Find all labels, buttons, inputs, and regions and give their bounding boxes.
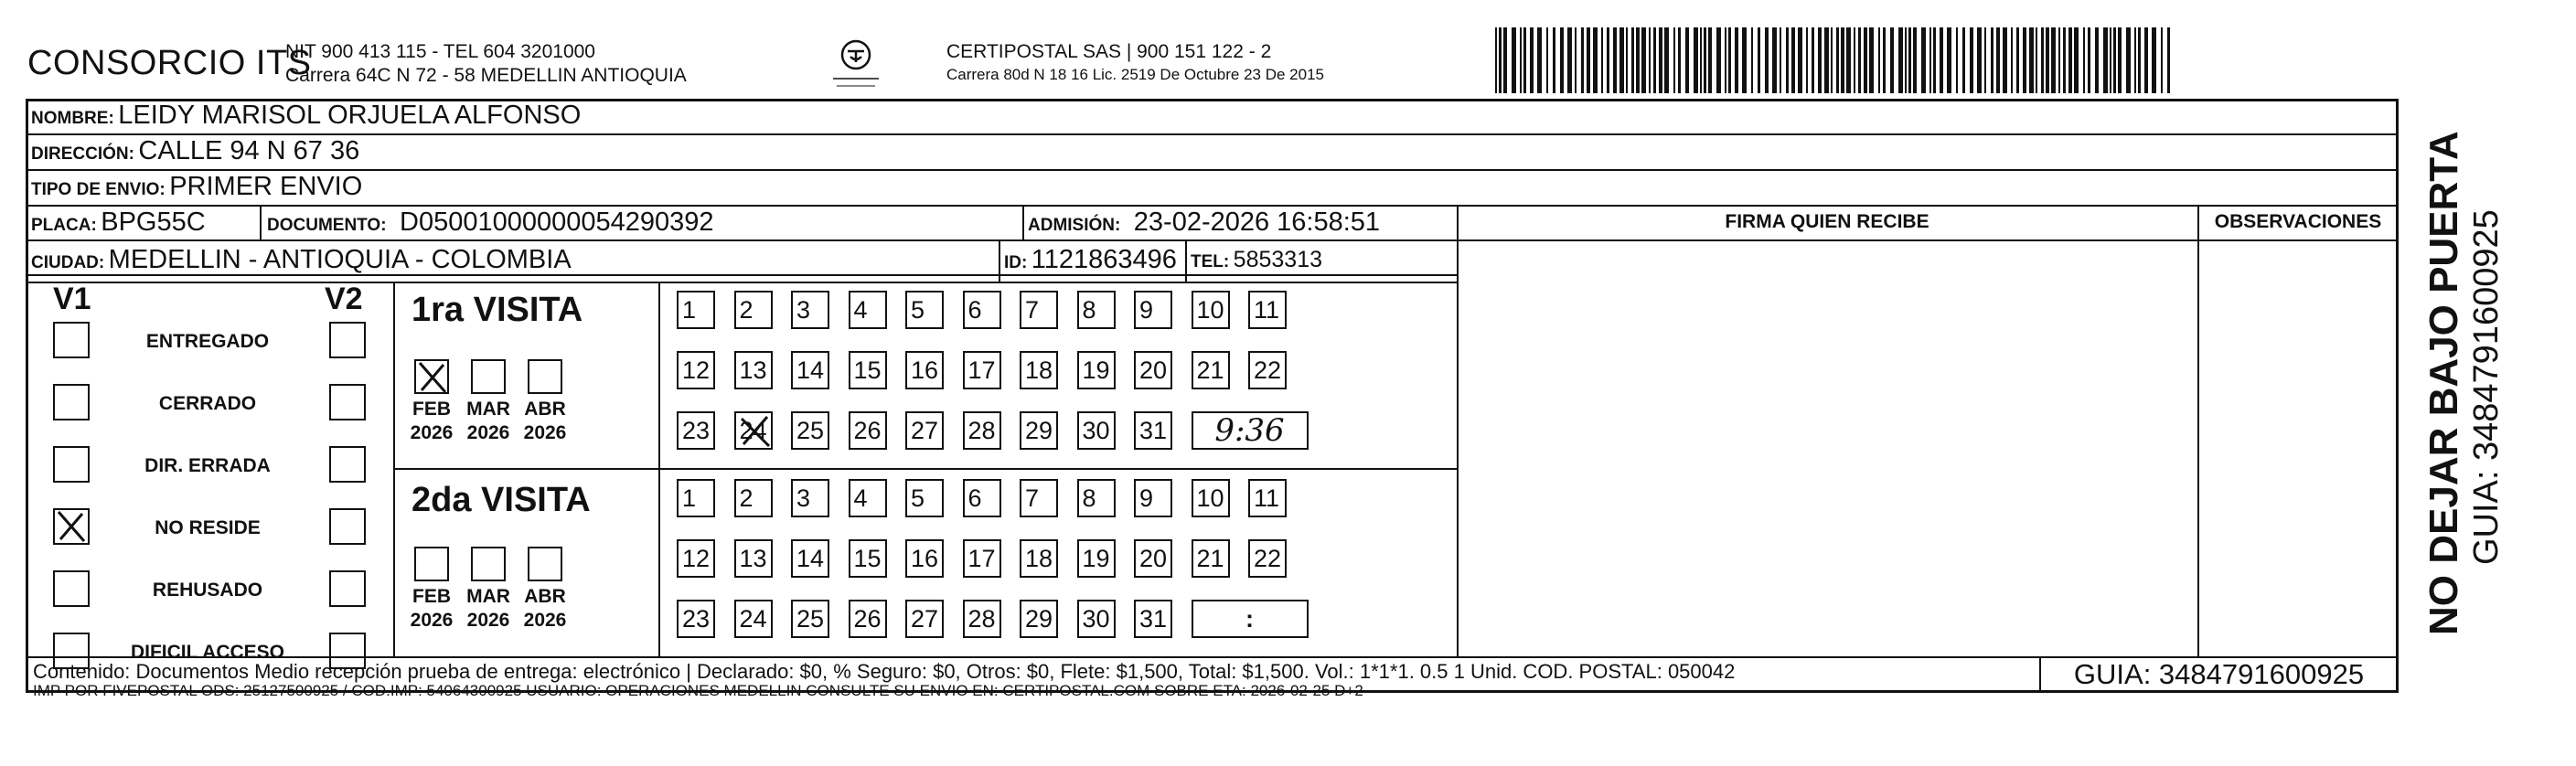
barcode-bar: [1495, 27, 1497, 93]
barcode-bar: [1742, 27, 1747, 93]
month-year: 2026: [410, 610, 454, 631]
status-v1-checkbox[interactable]: [53, 570, 90, 607]
day-box[interactable]: 22: [1248, 351, 1287, 389]
status-label: REHUSADO: [152, 580, 263, 601]
month-checkbox[interactable]: [414, 547, 449, 581]
barcode-bar: [1673, 27, 1675, 93]
barcode-bar: [1758, 27, 1760, 93]
barcode-bar: [1929, 27, 1931, 93]
footer-print-line: IMP POR FIVEPOSTAL ODS: 25127500925 / COD.IMP: 54064300925 USUARIO: OPERACIONES MEDELLIN CONSULTE SU ENVIO EN: CERTIPOSTAL.COM SOBRE ETA: 2026-02-25 D+2: [33, 682, 1363, 699]
shipment-type: PRIMER ENVIO: [169, 172, 363, 201]
admission-value: 23-02-2026 16:58:51: [1133, 207, 1381, 237]
certipostal-logo: [828, 37, 884, 91]
barcode-bar: [1898, 27, 1903, 93]
day-box[interactable]: 9: [1134, 479, 1172, 517]
day-box[interactable]: 3: [791, 479, 829, 517]
barcode-bar: [1653, 27, 1656, 93]
month-name: FEB: [412, 399, 451, 420]
day-mark-icon: [736, 413, 775, 461]
day-box[interactable]: 11: [1248, 479, 1287, 517]
company-info: [285, 40, 687, 88]
document-row: [267, 207, 714, 238]
barcode-bar: [1523, 27, 1526, 93]
barcode-bar: [1587, 27, 1590, 93]
day-box[interactable]: 18: [1020, 539, 1058, 578]
day-box[interactable]: 29: [1020, 411, 1058, 450]
day-box[interactable]: 21: [1192, 351, 1230, 389]
barcode-bar: [1947, 27, 1951, 93]
barcode-bar: [1984, 27, 1986, 93]
day-box[interactable]: 20: [1134, 539, 1172, 578]
day-box[interactable]: 17: [963, 539, 1001, 578]
barcode-bar: [1537, 27, 1542, 93]
barcode-bar: [1659, 27, 1662, 93]
v1-header: V1: [53, 282, 91, 316]
day-box[interactable]: 24: [734, 600, 773, 638]
carrier-info: [946, 40, 1324, 86]
day-box[interactable]: 23: [677, 600, 715, 638]
day-box[interactable]: 15: [849, 539, 887, 578]
barcode-bar: [1704, 27, 1706, 93]
month-checkbox[interactable]: [471, 359, 506, 394]
barcode-bar: [2126, 27, 2131, 93]
day-box[interactable]: 5: [905, 479, 944, 517]
status-v2-checkbox[interactable]: [329, 384, 366, 420]
recipient-name: LEIDY MARISOL ORJUELA ALFONSO: [118, 101, 582, 130]
plate-value: BPG55C: [101, 207, 206, 237]
barcode-bar: [1940, 27, 1943, 93]
barcode-bar: [2083, 27, 2085, 93]
barcode-bar: [1908, 27, 1911, 93]
barcode-bar: [2134, 27, 2136, 93]
day-box[interactable]: 30: [1077, 600, 1116, 638]
day-box[interactable]: 30: [1077, 411, 1116, 450]
barcode-bar: [2144, 27, 2148, 93]
city-row: [31, 245, 572, 275]
barcode-bar: [1530, 27, 1534, 93]
barcode-bar: [2036, 27, 2037, 93]
month-year: 2026: [523, 610, 567, 631]
day-box[interactable]: 10: [1192, 479, 1230, 517]
month-name: ABR: [524, 586, 566, 607]
barcode-bar: [1878, 27, 1880, 93]
barcode-bar: [1560, 27, 1564, 93]
barcode-bar: [1905, 27, 1907, 93]
barcode-bar: [1593, 27, 1598, 93]
day-box[interactable]: 14: [791, 539, 829, 578]
barcode-bar: [1780, 27, 1781, 93]
barcode-bar: [2110, 27, 2111, 93]
barcode-bar: [1607, 27, 1609, 93]
barcode-bar: [1806, 27, 1808, 93]
barcode-bar: [1601, 27, 1603, 93]
month-year: 2026: [466, 610, 510, 631]
day-box[interactable]: 13: [734, 539, 773, 578]
barcode-bar: [1685, 27, 1689, 93]
barcode-bar: [1619, 27, 1624, 93]
barcode-bar: [1700, 27, 1702, 93]
day-box[interactable]: 15: [849, 351, 887, 389]
day-box[interactable]: 5: [905, 291, 944, 329]
day-box[interactable]: 1: [677, 291, 715, 329]
barcode-bar: [1641, 27, 1646, 93]
city-label: CIUDAD:: [31, 253, 105, 272]
barcode-bar: [1956, 27, 1958, 93]
barcode-bar: [1991, 27, 1993, 93]
barcode-bar: [1883, 27, 1886, 93]
barcode-bar: [2088, 27, 2090, 93]
barcode-bar: [2113, 27, 2116, 93]
signature-header: FIRMA QUIEN RECIBE: [1725, 211, 1929, 232]
barcode-bar: [1503, 27, 1507, 93]
month-year: 2026: [466, 422, 510, 443]
city-value: MEDELLIN - ANTIOQUIA - COLOMBIA: [108, 245, 572, 274]
day-box[interactable]: 12: [677, 539, 715, 578]
day-box[interactable]: 16: [905, 539, 944, 578]
month-label: [461, 585, 516, 633]
day-box[interactable]: 27: [905, 600, 944, 638]
observations-area[interactable]: [2200, 241, 2397, 654]
barcode-bar: [1725, 27, 1726, 93]
barcode-bar: [2152, 27, 2156, 93]
id-value: 1121863496: [1031, 245, 1177, 274]
day-box[interactable]: 6: [963, 479, 1001, 517]
day-box[interactable]: 23: [677, 411, 715, 450]
day-box[interactable]: 17: [963, 351, 1001, 389]
barcode-bar: [1546, 27, 1548, 93]
barcode-bar: [2103, 27, 2108, 93]
barcode-bar: [2041, 27, 2044, 93]
document-label: DOCUMENTO:: [267, 216, 387, 235]
recipient-address-label: DIRECCIÓN:: [31, 144, 134, 164]
month-checkbox[interactable]: [528, 359, 562, 394]
barcode-bar: [2046, 27, 2049, 93]
month-label: [518, 585, 572, 633]
day-box[interactable]: 8: [1077, 479, 1116, 517]
day-box[interactable]: 31: [1134, 600, 1172, 638]
month-checkbox[interactable]: [414, 359, 449, 394]
barcode-bar: [1933, 27, 1936, 93]
barcode-bar: [1864, 27, 1867, 93]
day-box[interactable]: 10: [1192, 291, 1230, 329]
company-nit-line: NIT 900 413 115 - TEL 604 3201000: [285, 41, 595, 62]
shipment-type-row: [31, 172, 362, 202]
barcode-bar: [2118, 27, 2122, 93]
barcode-bar: [1678, 27, 1681, 93]
barcode-bar: [1824, 27, 1829, 93]
barcode-bar: [2068, 27, 2072, 93]
barcode-bar: [2063, 27, 2066, 93]
month-label: [461, 398, 516, 445]
barcode-bar: [1977, 27, 1982, 93]
day-box[interactable]: 28: [963, 600, 1001, 638]
footer-content-line: Contenido: Documentos Medio recepción prueba de entrega: electrónico | Declarado: $0, % Seguro: $0, Otros: $0, Flete: $1,500, Total: $1,500. Vol.: 1*1*1. 0.5 1 Unid. COD. POSTAL: 050042: [33, 660, 1736, 683]
carrier-name-line: CERTIPOSTAL SAS | 900 151 122 - 2: [946, 41, 1272, 62]
month-year: 2026: [410, 422, 454, 443]
status-v1-checkbox[interactable]: [53, 322, 90, 358]
document-value: D05001000000054290392: [400, 207, 714, 237]
day-box[interactable]: 6: [963, 291, 1001, 329]
barcode-bar: [1626, 27, 1628, 93]
status-label: DIFICIL ACCESO: [130, 642, 284, 663]
barcode-bar: [2058, 27, 2060, 93]
barcode-bar: [1716, 27, 1721, 93]
barcode-bar: [1581, 27, 1584, 93]
month-name: MAR: [466, 586, 510, 607]
barcode-bar: [2011, 27, 2013, 93]
barcode-bar: [1996, 27, 2000, 93]
day-box[interactable]: 25: [791, 411, 829, 450]
recipient-name-label: NOMBRE:: [31, 109, 114, 128]
barcode-bar: [2161, 27, 2163, 93]
barcode-bar: [1694, 27, 1698, 93]
barcode-bar: [1499, 27, 1502, 93]
barcode-bar: [1831, 27, 1833, 93]
barcode-bar: [2023, 27, 2026, 93]
id-row: [1004, 245, 1177, 275]
barcode-bar: [2051, 27, 2056, 93]
barcode-bar: [1512, 27, 1516, 93]
month-checkbox[interactable]: [471, 547, 506, 581]
barcode-bar: [1913, 27, 1917, 93]
barcode-bar: [1613, 27, 1617, 93]
tel-value: 5853313: [1233, 247, 1322, 272]
admission-row: [1028, 207, 1380, 238]
status-label: ENTREGADO: [145, 331, 270, 352]
month-year: 2026: [523, 422, 567, 443]
status-v2-checkbox[interactable]: [329, 508, 366, 545]
barcode-bar: [1728, 27, 1731, 93]
barcode-bar: [2029, 27, 2034, 93]
day-box[interactable]: 1: [677, 479, 715, 517]
day-box[interactable]: 25: [791, 600, 829, 638]
tel-row: [1191, 247, 1322, 273]
barcode-bar: [1846, 27, 1851, 93]
month-label: [518, 398, 572, 445]
id-label: ID:: [1004, 253, 1028, 272]
day-box[interactable]: 7: [1020, 291, 1058, 329]
time-box[interactable]: 9:36: [1192, 411, 1309, 450]
company-name: CONSORCIO ITS: [27, 44, 312, 82]
barcode-bar: [1765, 27, 1769, 93]
day-box[interactable]: 26: [849, 411, 887, 450]
day-box[interactable]: 18: [1020, 351, 1058, 389]
month-label: [404, 585, 459, 633]
month-label: [404, 398, 459, 445]
barcode-bar: [2074, 27, 2079, 93]
plate-row: [31, 207, 206, 238]
visit1-title: 1ra VISITA: [412, 291, 583, 329]
barcode-bar: [1735, 27, 1738, 93]
day-box[interactable]: 31: [1134, 411, 1172, 450]
barcode-bar: [1836, 27, 1839, 93]
barcode-bar: [1553, 27, 1555, 93]
barcode-bar: [1649, 27, 1651, 93]
barcode-bar: [1631, 27, 1634, 93]
visit2-title: 2da VISITA: [412, 481, 591, 519]
carrier-address-line: Carrera 80d N 18 16 Lic. 2519 De Octubre 23 De 2015: [946, 66, 1324, 83]
day-box[interactable]: 20: [1134, 351, 1172, 389]
recipient-name-row: [31, 101, 581, 131]
certipostal-logo-icon: [828, 37, 884, 91]
side-guia: GUIA: 3484791600925: [2467, 209, 2506, 565]
day-box[interactable]: 13: [734, 351, 773, 389]
day-box[interactable]: 22: [1248, 539, 1287, 578]
month-name: MAR: [466, 399, 510, 420]
status-v2-checkbox[interactable]: [329, 446, 366, 483]
day-box[interactable]: 19: [1077, 351, 1116, 389]
month-checkbox[interactable]: [528, 547, 562, 581]
day-box[interactable]: 11: [1248, 291, 1287, 329]
status-v1-checkbox[interactable]: [53, 508, 90, 545]
barcode-bar: [2138, 27, 2141, 93]
day-box[interactable]: 4: [849, 479, 887, 517]
day-box[interactable]: 21: [1192, 539, 1230, 578]
recipient-address: CALLE 94 N 67 36: [138, 136, 360, 165]
status-v1-checkbox[interactable]: [53, 446, 90, 483]
barcode-bar: [1841, 27, 1844, 93]
v2-header: V2: [325, 282, 363, 316]
barcode-bar: [1869, 27, 1874, 93]
barcode-bar: [1921, 27, 1926, 93]
status-v2-checkbox[interactable]: [329, 322, 366, 358]
footer-guia: GUIA: 3484791600925: [2073, 658, 2365, 690]
barcode-bar: [2003, 27, 2007, 93]
day-box[interactable]: 7: [1020, 479, 1058, 517]
shipment-type-label: TIPO DE ENVIO:: [31, 180, 166, 199]
status-v2-checkbox[interactable]: [329, 570, 366, 607]
day-box[interactable]: 12: [677, 351, 715, 389]
barcode-bar: [1798, 27, 1802, 93]
barcode-bar: [1791, 27, 1795, 93]
barcode-bar: [1812, 27, 1814, 93]
status-v1-checkbox[interactable]: [53, 384, 90, 420]
day-box[interactable]: 19: [1077, 539, 1116, 578]
day-box[interactable]: 8: [1077, 291, 1116, 329]
day-box[interactable]: 9: [1134, 291, 1172, 329]
day-box[interactable]: 26: [849, 600, 887, 638]
barcode-bar: [1858, 27, 1861, 93]
side-notice: NO DEJAR BAJO PUERTA: [2421, 131, 2466, 635]
month-name: FEB: [412, 586, 451, 607]
barcode-bar: [1520, 27, 1522, 93]
time-box[interactable]: :: [1192, 600, 1309, 638]
tel-label: TEL:: [1191, 252, 1230, 271]
day-box[interactable]: 27: [905, 411, 944, 450]
barcode-bar: [1751, 27, 1753, 93]
barcode-bar: [1772, 27, 1777, 93]
day-box[interactable]: 3: [791, 291, 829, 329]
day-box[interactable]: 2: [734, 291, 773, 329]
recipient-address-row: [31, 136, 359, 166]
barcode: [1495, 27, 2181, 93]
status-label: NO RESIDE: [155, 517, 261, 538]
day-box[interactable]: 14: [791, 351, 829, 389]
barcode-bar: [2095, 27, 2099, 93]
month-name: ABR: [524, 399, 566, 420]
barcode-bar: [1636, 27, 1640, 93]
barcode-bar: [1890, 27, 1894, 93]
barcode-bar: [1664, 27, 1669, 93]
status-label: CERRADO: [158, 393, 257, 414]
day-box[interactable]: 29: [1020, 600, 1058, 638]
day-box[interactable]: 28: [963, 411, 1001, 450]
barcode-bar: [2167, 27, 2170, 93]
status-label: DIR. ERRADA: [144, 455, 271, 476]
barcode-bar: [1818, 27, 1822, 93]
day-box[interactable]: 2: [734, 479, 773, 517]
observations-header: OBSERVACIONES: [2214, 211, 2382, 232]
barcode-bar: [1575, 27, 1577, 93]
barcode-bar: [1854, 27, 1855, 93]
signature-area[interactable]: [1459, 241, 2196, 654]
day-box[interactable]: 16: [905, 351, 944, 389]
admission-label: ADMISIÓN:: [1028, 216, 1121, 235]
day-box[interactable]: 4: [849, 291, 887, 329]
barcode-bar: [1962, 27, 1965, 93]
barcode-bar: [1708, 27, 1712, 93]
company-address-line: Carrera 64C N 72 - 58 MEDELLIN ANTIOQUIA: [285, 65, 687, 86]
day-box[interactable]: 24: [734, 411, 773, 450]
barcode-bar: [1970, 27, 1973, 93]
barcode-bar: [1567, 27, 1572, 93]
barcode-bar: [1786, 27, 1789, 93]
plate-label: PLACA:: [31, 216, 97, 235]
barcode-bar: [2016, 27, 2019, 93]
